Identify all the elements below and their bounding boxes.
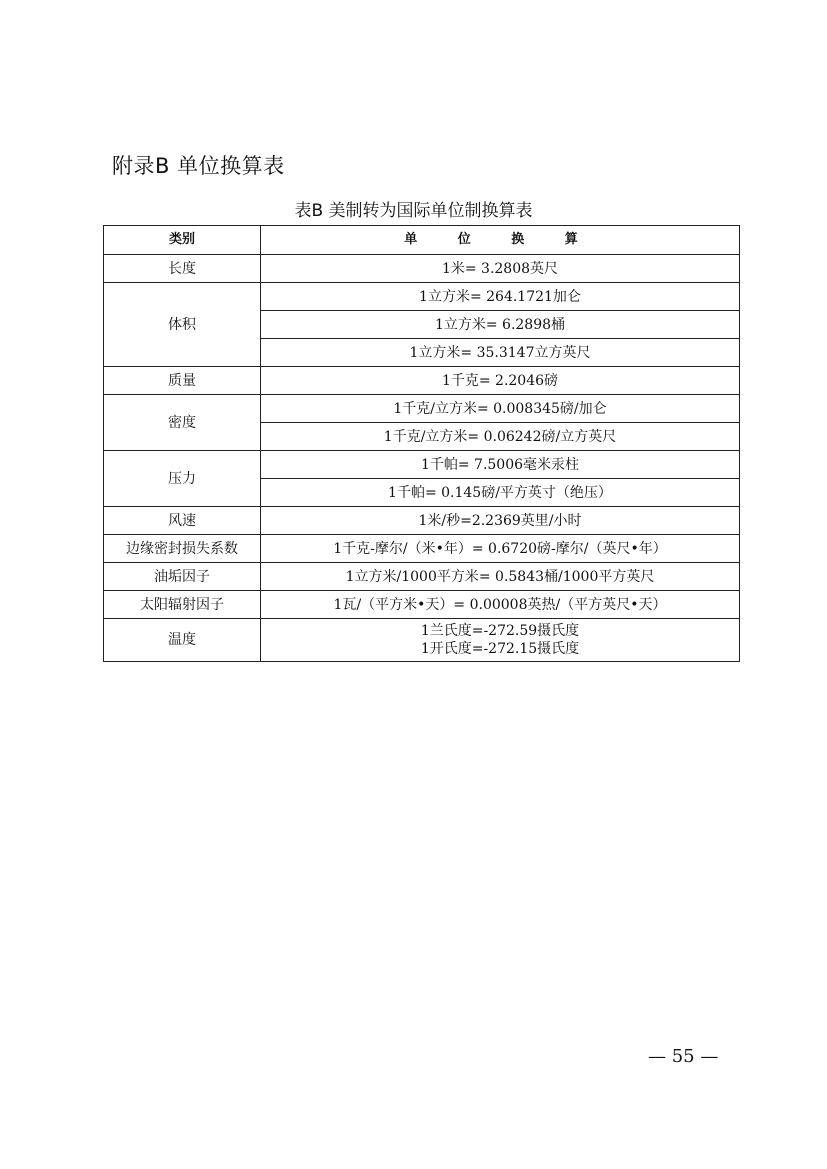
conversion-line: 1开氏度=-272.15摄氏度	[420, 641, 580, 657]
category-cell: 密度	[104, 395, 261, 451]
category-cell: 体积	[104, 283, 261, 367]
table-caption: 表B 美制转为国际单位制换算表	[294, 201, 533, 221]
category-cell: 压力	[104, 451, 261, 507]
table-row	[104, 507, 740, 535]
header-category: 类别	[104, 226, 261, 255]
conversion-line: 1兰氏度=-272.59摄氏度	[420, 623, 580, 639]
table-row	[104, 255, 740, 283]
conversion-cell: 1米= 3.2808英尺	[261, 255, 740, 283]
table-row	[104, 619, 740, 662]
table-header-row	[104, 226, 740, 255]
category-cell: 温度	[104, 619, 261, 662]
conversion-cell: 1千克-摩尔/（米•年）= 0.6720磅-摩尔/（英尺•年）	[261, 535, 740, 563]
page-number: — 55 —	[648, 1046, 719, 1067]
conversion-cell	[261, 619, 740, 662]
table-row	[104, 563, 740, 591]
conversion-cell: 1千克= 2.2046磅	[261, 367, 740, 395]
conversion-table	[103, 225, 740, 662]
conversion-cell: 1立方米= 6.2898桶	[261, 311, 740, 339]
table-row	[104, 283, 740, 311]
conversion-cell: 1千克/立方米= 0.06242磅/立方英尺	[261, 423, 740, 451]
conversion-cell: 1瓦/（平方米•天）= 0.00008英热/（平方英尺•天）	[261, 591, 740, 619]
category-cell: 质量	[104, 367, 261, 395]
table-row	[104, 591, 740, 619]
header-conversion: 单 位 换 算	[261, 226, 740, 255]
category-cell: 风速	[104, 507, 261, 535]
conversion-cell: 1千帕= 0.145磅/平方英寸（绝压）	[261, 479, 740, 507]
conversion-cell: 1立方米= 264.1721加仑	[261, 283, 740, 311]
category-cell: 油垢因子	[104, 563, 261, 591]
category-cell: 边缘密封损失系数	[104, 535, 261, 563]
table-row	[104, 367, 740, 395]
conversion-cell: 1立方米= 35.3147立方英尺	[261, 339, 740, 367]
category-cell: 太阳辐射因子	[104, 591, 261, 619]
conversion-cell: 1立方米/1000平方米= 0.5843桶/1000平方英尺	[261, 563, 740, 591]
conversion-cell: 1千克/立方米= 0.008345磅/加仑	[261, 395, 740, 423]
table-row	[104, 451, 740, 479]
conversion-cell: 1米/秒=2.2369英里/小时	[261, 507, 740, 535]
category-cell: 长度	[104, 255, 261, 283]
table-row	[104, 535, 740, 563]
page-heading: 附录B 单位换算表	[112, 154, 285, 178]
table-row	[104, 395, 740, 423]
conversion-cell: 1千帕= 7.5006毫米汞柱	[261, 451, 740, 479]
